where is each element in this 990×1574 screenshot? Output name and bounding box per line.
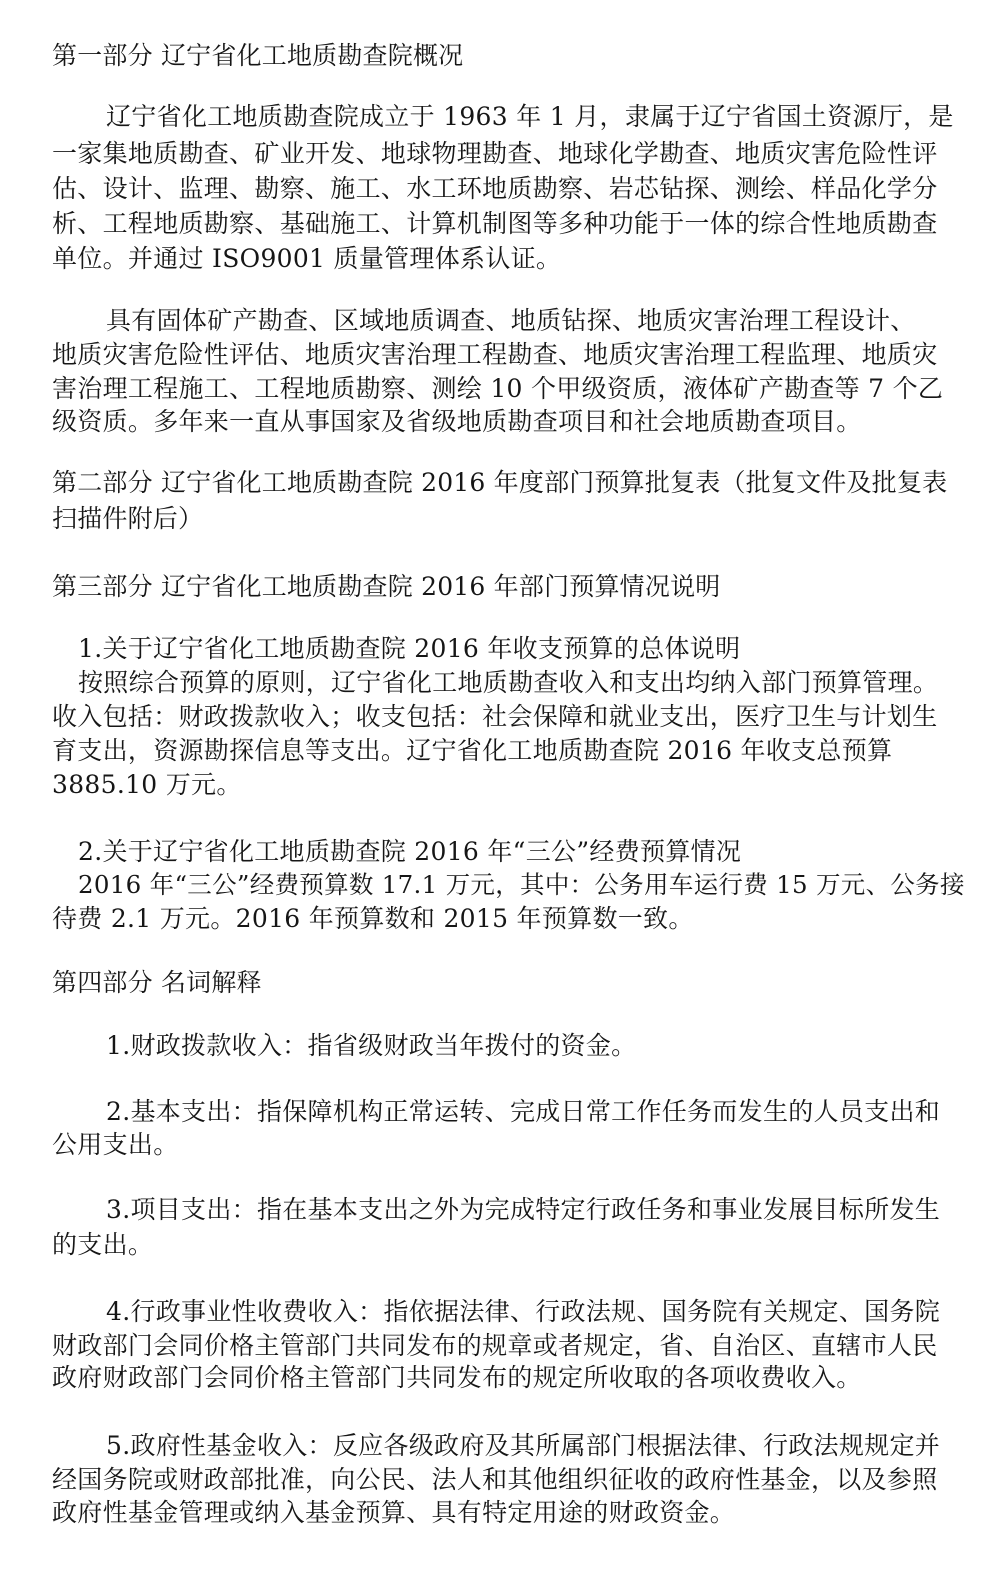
section1-para2-line: 级资质。多年来一直从事国家及省级地质勘查项目和社会地质勘查项目。 — [52, 407, 862, 436]
section3-item1-line: 3885.10 万元。 — [52, 770, 242, 799]
section2-heading-line: 扫描件附后） — [52, 504, 204, 533]
section1-para1-line: 辽宁省化工地质勘查院成立于 1963 年 1 月，隶属于辽宁省国土资源厅，是 — [106, 102, 954, 131]
section3-item2-title: 2.关于辽宁省化工地质勘查院 2016 年“三公”经费预算情况 — [78, 837, 742, 866]
section4-item1-line: 1.财政拨款收入：指省级财政当年拨付的资金。 — [106, 1031, 637, 1060]
section1-para2-line: 具有固体矿产勘查、区域地质调查、地质钻探、地质灾害治理工程设计、 — [106, 306, 916, 335]
section4-item5-line: 政府性基金管理或纳入基金预算、具有特定用途的财政资金。 — [52, 1498, 736, 1527]
section4-item5-line: 经国务院或财政部批准，向公民、法人和其他组织征收的政府性基金，以及参照 — [52, 1465, 938, 1494]
section4-item4-line: 政府财政部门会同价格主管部门共同发布的规定所收取的各项收费收入。 — [52, 1363, 862, 1392]
section4-item5-line: 5.政府性基金收入：反应各级政府及其所属部门根据法律、行政法规规定并 — [106, 1431, 941, 1460]
section3-item1-line: 收入包括：财政拨款收入；收支包括：社会保障和就业支出，医疗卫生与计划生 — [52, 702, 938, 731]
section4-item3-line: 3.项目支出：指在基本支出之外为完成特定行政任务和事业发展目标所发生 — [106, 1195, 941, 1224]
section3-item1-title: 1.关于辽宁省化工地质勘查院 2016 年收支预算的总体说明 — [78, 634, 741, 663]
section3-item2-line: 待费 2.1 万元。2016 年预算数和 2015 年预算数一致。 — [52, 904, 694, 933]
section1-para1-line: 单位。并通过 ISO9001 质量管理体系认证。 — [52, 244, 562, 273]
section4-heading: 第四部分 名词解释 — [52, 968, 262, 997]
section1-para2-line: 地质灾害危险性评估、地质灾害治理工程勘查、地质灾害治理工程监理、地质灾 — [52, 340, 938, 369]
section4-item2-line: 2.基本支出：指保障机构正常运转、完成日常工作任务而发生的人员支出和 — [106, 1097, 941, 1126]
section1-para1-line: 一家集地质勘查、矿业开发、地球物理勘查、地球化学勘查、地质灾害危险性评 — [52, 139, 938, 168]
section1-para1-line: 析、工程地质勘察、基础施工、计算机制图等多种功能于一体的综合性地质勘查 — [52, 209, 938, 238]
section4-item2-line: 公用支出。 — [52, 1130, 179, 1159]
section3-item1-line: 育支出，资源勘探信息等支出。辽宁省化工地质勘查院 2016 年收支总预算 — [52, 736, 893, 765]
section4-item4-line: 财政部门会同价格主管部门共同发布的规章或者规定，省、自治区、直辖市人民 — [52, 1331, 938, 1360]
section1-para2-line: 害治理工程施工、工程地质勘察、测绘 10 个甲级资质，液体矿产勘查等 7 个乙 — [52, 374, 944, 403]
section4-item3-line: 的支出。 — [52, 1230, 154, 1259]
section4-item4-line: 4.行政事业性收费收入：指依据法律、行政法规、国务院有关规定、国务院 — [106, 1297, 941, 1326]
section1-para1-line: 估、设计、监理、勘察、施工、水工环地质勘察、岩芯钻探、测绘、样品化学分 — [52, 174, 938, 203]
section3-heading: 第三部分 辽宁省化工地质勘查院 2016 年部门预算情况说明 — [52, 572, 721, 601]
section2-heading-line: 第二部分 辽宁省化工地质勘查院 2016 年度部门预算批复表（批复文件及批复表 — [52, 468, 948, 497]
section3-item2-line: 2016 年“三公”经费预算数 17.1 万元，其中：公务用车运行费 15 万元、公务接 — [78, 870, 965, 899]
section1-heading: 第一部分 辽宁省化工地质勘查院概况 — [52, 41, 464, 70]
section3-item1-line: 按照综合预算的原则，辽宁省化工地质勘查收入和支出均纳入部门预算管理。 — [78, 668, 939, 697]
